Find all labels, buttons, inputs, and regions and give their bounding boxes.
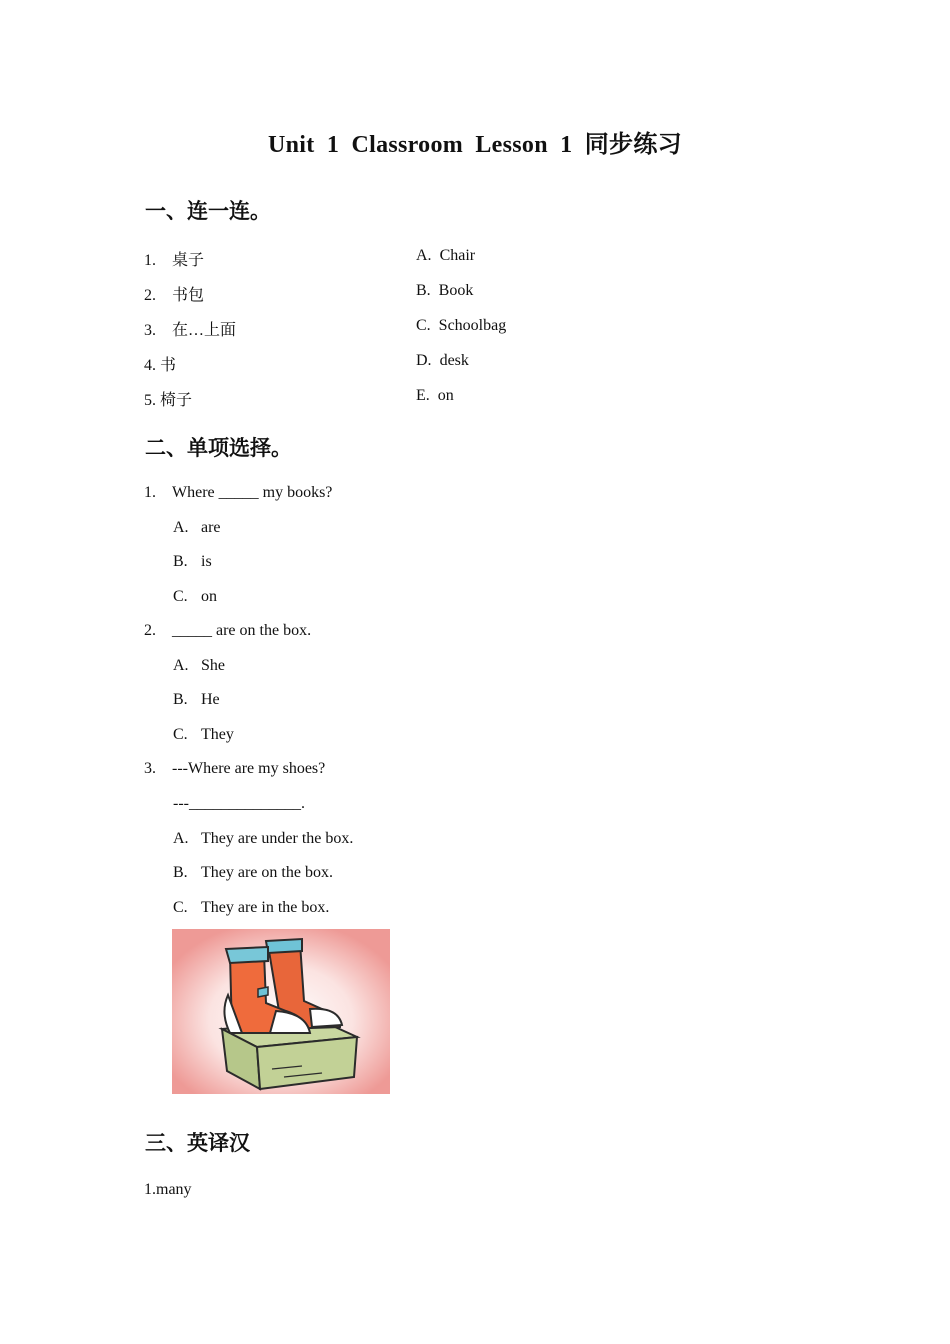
section-heading-translation: 三、英译汉 [145,1131,250,1155]
match-left-item: 2. 书包 [144,287,205,304]
match-left-item: 1. 桌子 [144,252,205,269]
option: A. are [173,519,221,536]
option: C. on [173,588,217,605]
question: 1. Where _____ my books? [144,484,333,501]
section-heading-choice: 二、单项选择。 [145,436,292,460]
option: A. They are under the box. [173,830,354,847]
option: C. They are in the box. [173,899,330,916]
match-right-item: E. on [416,387,454,404]
option: B. They are on the box. [173,864,333,881]
match-left-item: 4. 书 [144,357,177,374]
shoes-on-box-illustration [172,929,390,1094]
match-left-item: 5. 椅子 [144,392,193,409]
match-left-item: 3. 在…上面 [144,322,237,339]
translation-item: 1.many [144,1181,192,1198]
match-right-item: C. Schoolbag [416,317,507,334]
page-title: Unit 1 Classroom Lesson 1 同步练习 [268,132,682,158]
answer-blank: ---______________. [173,795,305,812]
match-right-item: A. Chair [416,247,476,264]
section-heading-matching: 一、连一连。 [145,199,271,223]
option: A. She [173,657,225,674]
option: C. They [173,726,234,743]
option: B. He [173,691,220,708]
question: 3. ---Where are my shoes? [144,760,326,777]
question: 2. _____ are on the box. [144,622,312,639]
match-right-item: D. desk [416,352,469,369]
option: B. is [173,553,212,570]
match-right-item: B. Book [416,282,474,299]
